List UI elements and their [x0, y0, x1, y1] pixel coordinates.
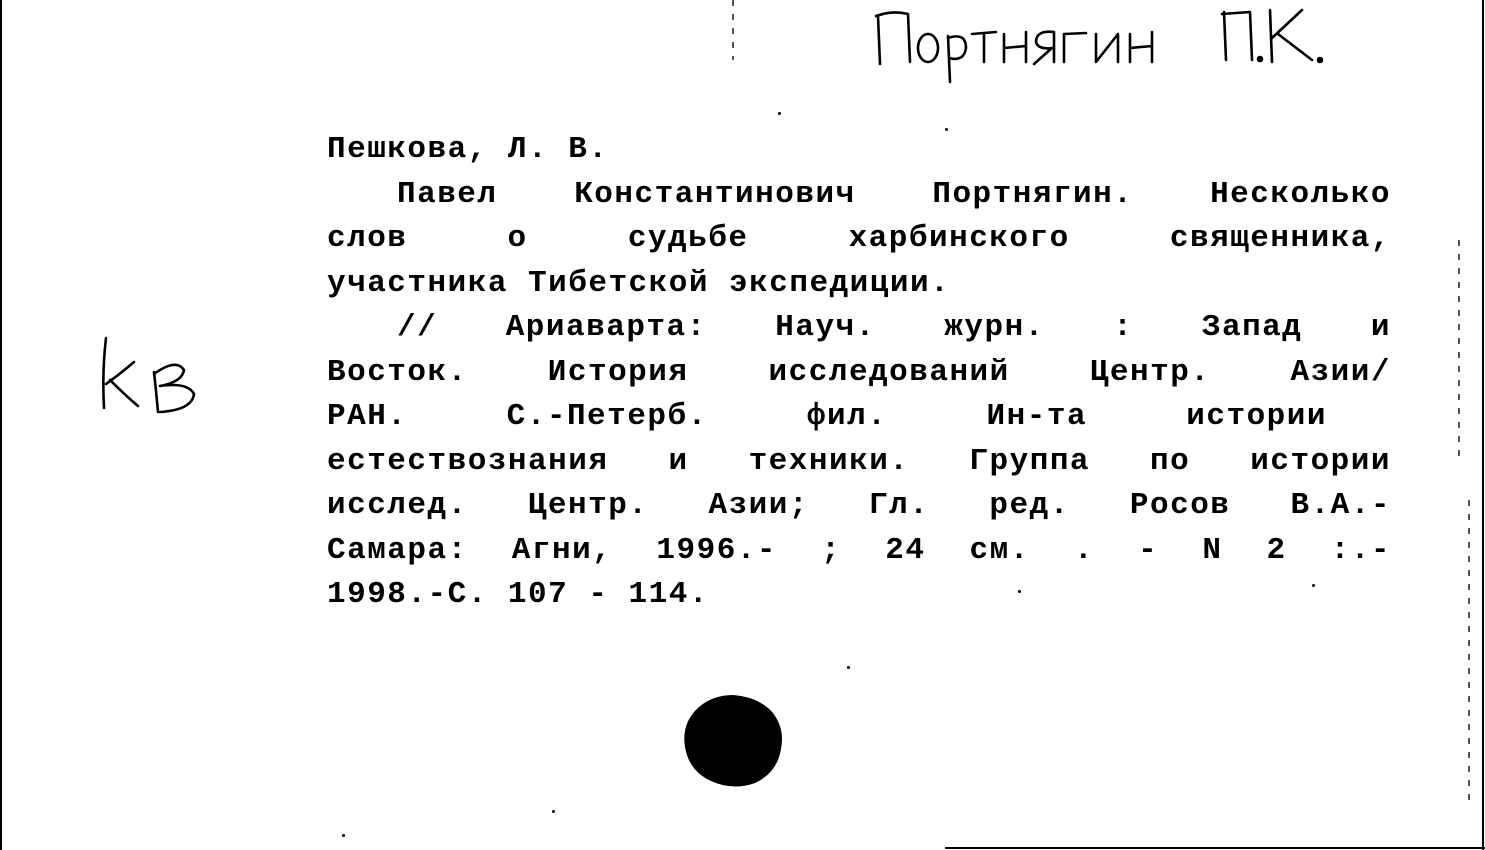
- scan-artifact-line: [1458, 240, 1460, 460]
- record-title-line: участника Тибетской экспедиции.: [327, 265, 951, 301]
- record-source-line: Восток. История исследований Центр. Азии/: [327, 354, 1391, 390]
- record-title-line: слов о судьбе харбинского священника,: [327, 221, 1391, 256]
- scan-speck: [778, 112, 781, 115]
- handwritten-side-mark: [98, 332, 204, 418]
- scan-artifact-line: [732, 0, 734, 60]
- record-author: Пешкова, Л. В.: [327, 132, 609, 167]
- record-source-line: 1998.-С. 107 - 114.: [327, 577, 709, 612]
- record-source-line: естествознания и техники. Группа по истории: [327, 443, 1391, 479]
- scan-speck: [342, 834, 345, 837]
- record-source-line: исслед. Центр. Азии; Гл. ред. Росов В.А.-: [327, 488, 1391, 523]
- record-source-line: Самара: Агни, 1996.- ; 24 см. . - N 2 :.-: [327, 532, 1391, 568]
- scan-speck: [552, 810, 555, 813]
- handwritten-heading: [868, 2, 1368, 84]
- card-bottom-edge: [945, 847, 1485, 849]
- record-source-line: РАН. С.-Петерб. фил. Ин-та истории: [327, 399, 1327, 434]
- card-left-edge: [0, 0, 2, 850]
- record-title-line: Павел Константинович Портнягин. Несколько: [397, 176, 1391, 212]
- record-source-line: // Ариаварта: Науч. журн. : Запад и: [397, 310, 1391, 345]
- bibliographic-record: [327, 128, 1391, 618]
- scan-artifact-line: [1468, 500, 1470, 800]
- card-right-edge: [1482, 0, 1484, 850]
- scan-speck: [847, 666, 850, 669]
- punched-hole: [681, 693, 785, 789]
